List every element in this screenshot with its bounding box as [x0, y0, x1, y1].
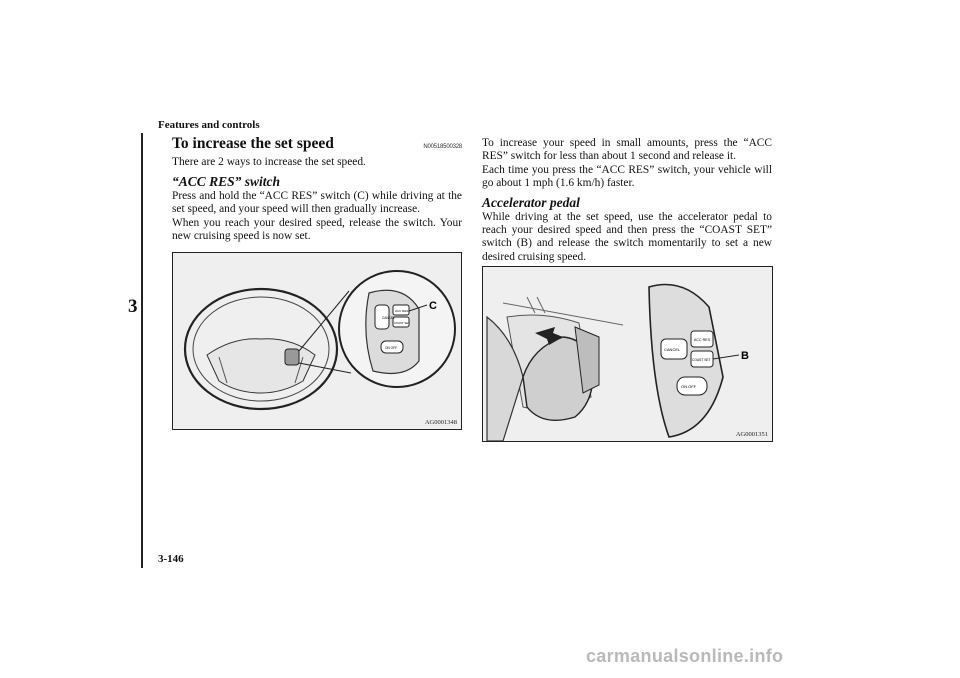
paragraph: When you reach your desired speed, release the switch. Your new cruising speed is now set. — [172, 216, 462, 243]
heading-code: N00518500328 — [423, 144, 462, 150]
left-column — [172, 137, 462, 243]
section-heading — [172, 137, 462, 154]
button-coast-set-label: COAST SET — [394, 321, 410, 325]
paragraph: Each time you press the “ACC RES” switch, your vehicle will go about 1 mph (1.6 km/h) faster. — [482, 163, 772, 190]
button-cancel-label: CANCEL — [664, 347, 681, 352]
watermark: carmanualsonline.info — [586, 646, 784, 666]
pedal-and-switch-illustration — [483, 267, 772, 441]
button-on-off-label: ON OFF — [681, 384, 697, 389]
figure-code: AG0001348 — [424, 419, 457, 426]
paragraph: To increase your speed in small amounts, press the “ACC RES” switch for less than about 1 second and release it. — [482, 137, 772, 163]
subheading-acc-res: “ACC RES” switch — [172, 173, 281, 189]
button-acc-res-label: ACC RES — [395, 309, 409, 313]
chapter-divider — [141, 133, 143, 568]
subheading-accelerator-pedal: Accelerator pedal — [482, 194, 580, 210]
section-header: Features and controls — [158, 119, 260, 131]
button-cancel-label: CANCEL — [382, 316, 395, 320]
chapter-number: 3 — [128, 296, 138, 317]
heading-text: To increase the set speed — [172, 135, 334, 152]
accelerator-pedal-figure — [482, 266, 773, 442]
right-column — [482, 137, 772, 264]
paragraph: Press and hold the “ACC RES” switch (C) while driving at the set speed, and your speed will then gradually increase. — [172, 189, 462, 216]
button-coast-set-label: COAST SET — [692, 358, 711, 362]
page-number: 3-146 — [158, 553, 184, 565]
intro-text: There are 2 ways to increase the set speed. — [172, 156, 366, 169]
callout-c: C — [429, 300, 437, 312]
button-acc-res-label: ACC RES — [694, 338, 710, 342]
steering-wheel-figure — [172, 252, 462, 430]
button-on-off-label: ON OFF — [385, 346, 398, 350]
figure-code: AG0001351 — [735, 431, 768, 438]
steering-wheel-illustration — [173, 253, 461, 429]
callout-b: B — [741, 350, 749, 362]
paragraph: While driving at the set speed, use the accelerator pedal to reach your desired speed and then press the “COAST SET” switch (B) and release the switch momentarily to set a new desired cruising speed. — [482, 210, 772, 263]
